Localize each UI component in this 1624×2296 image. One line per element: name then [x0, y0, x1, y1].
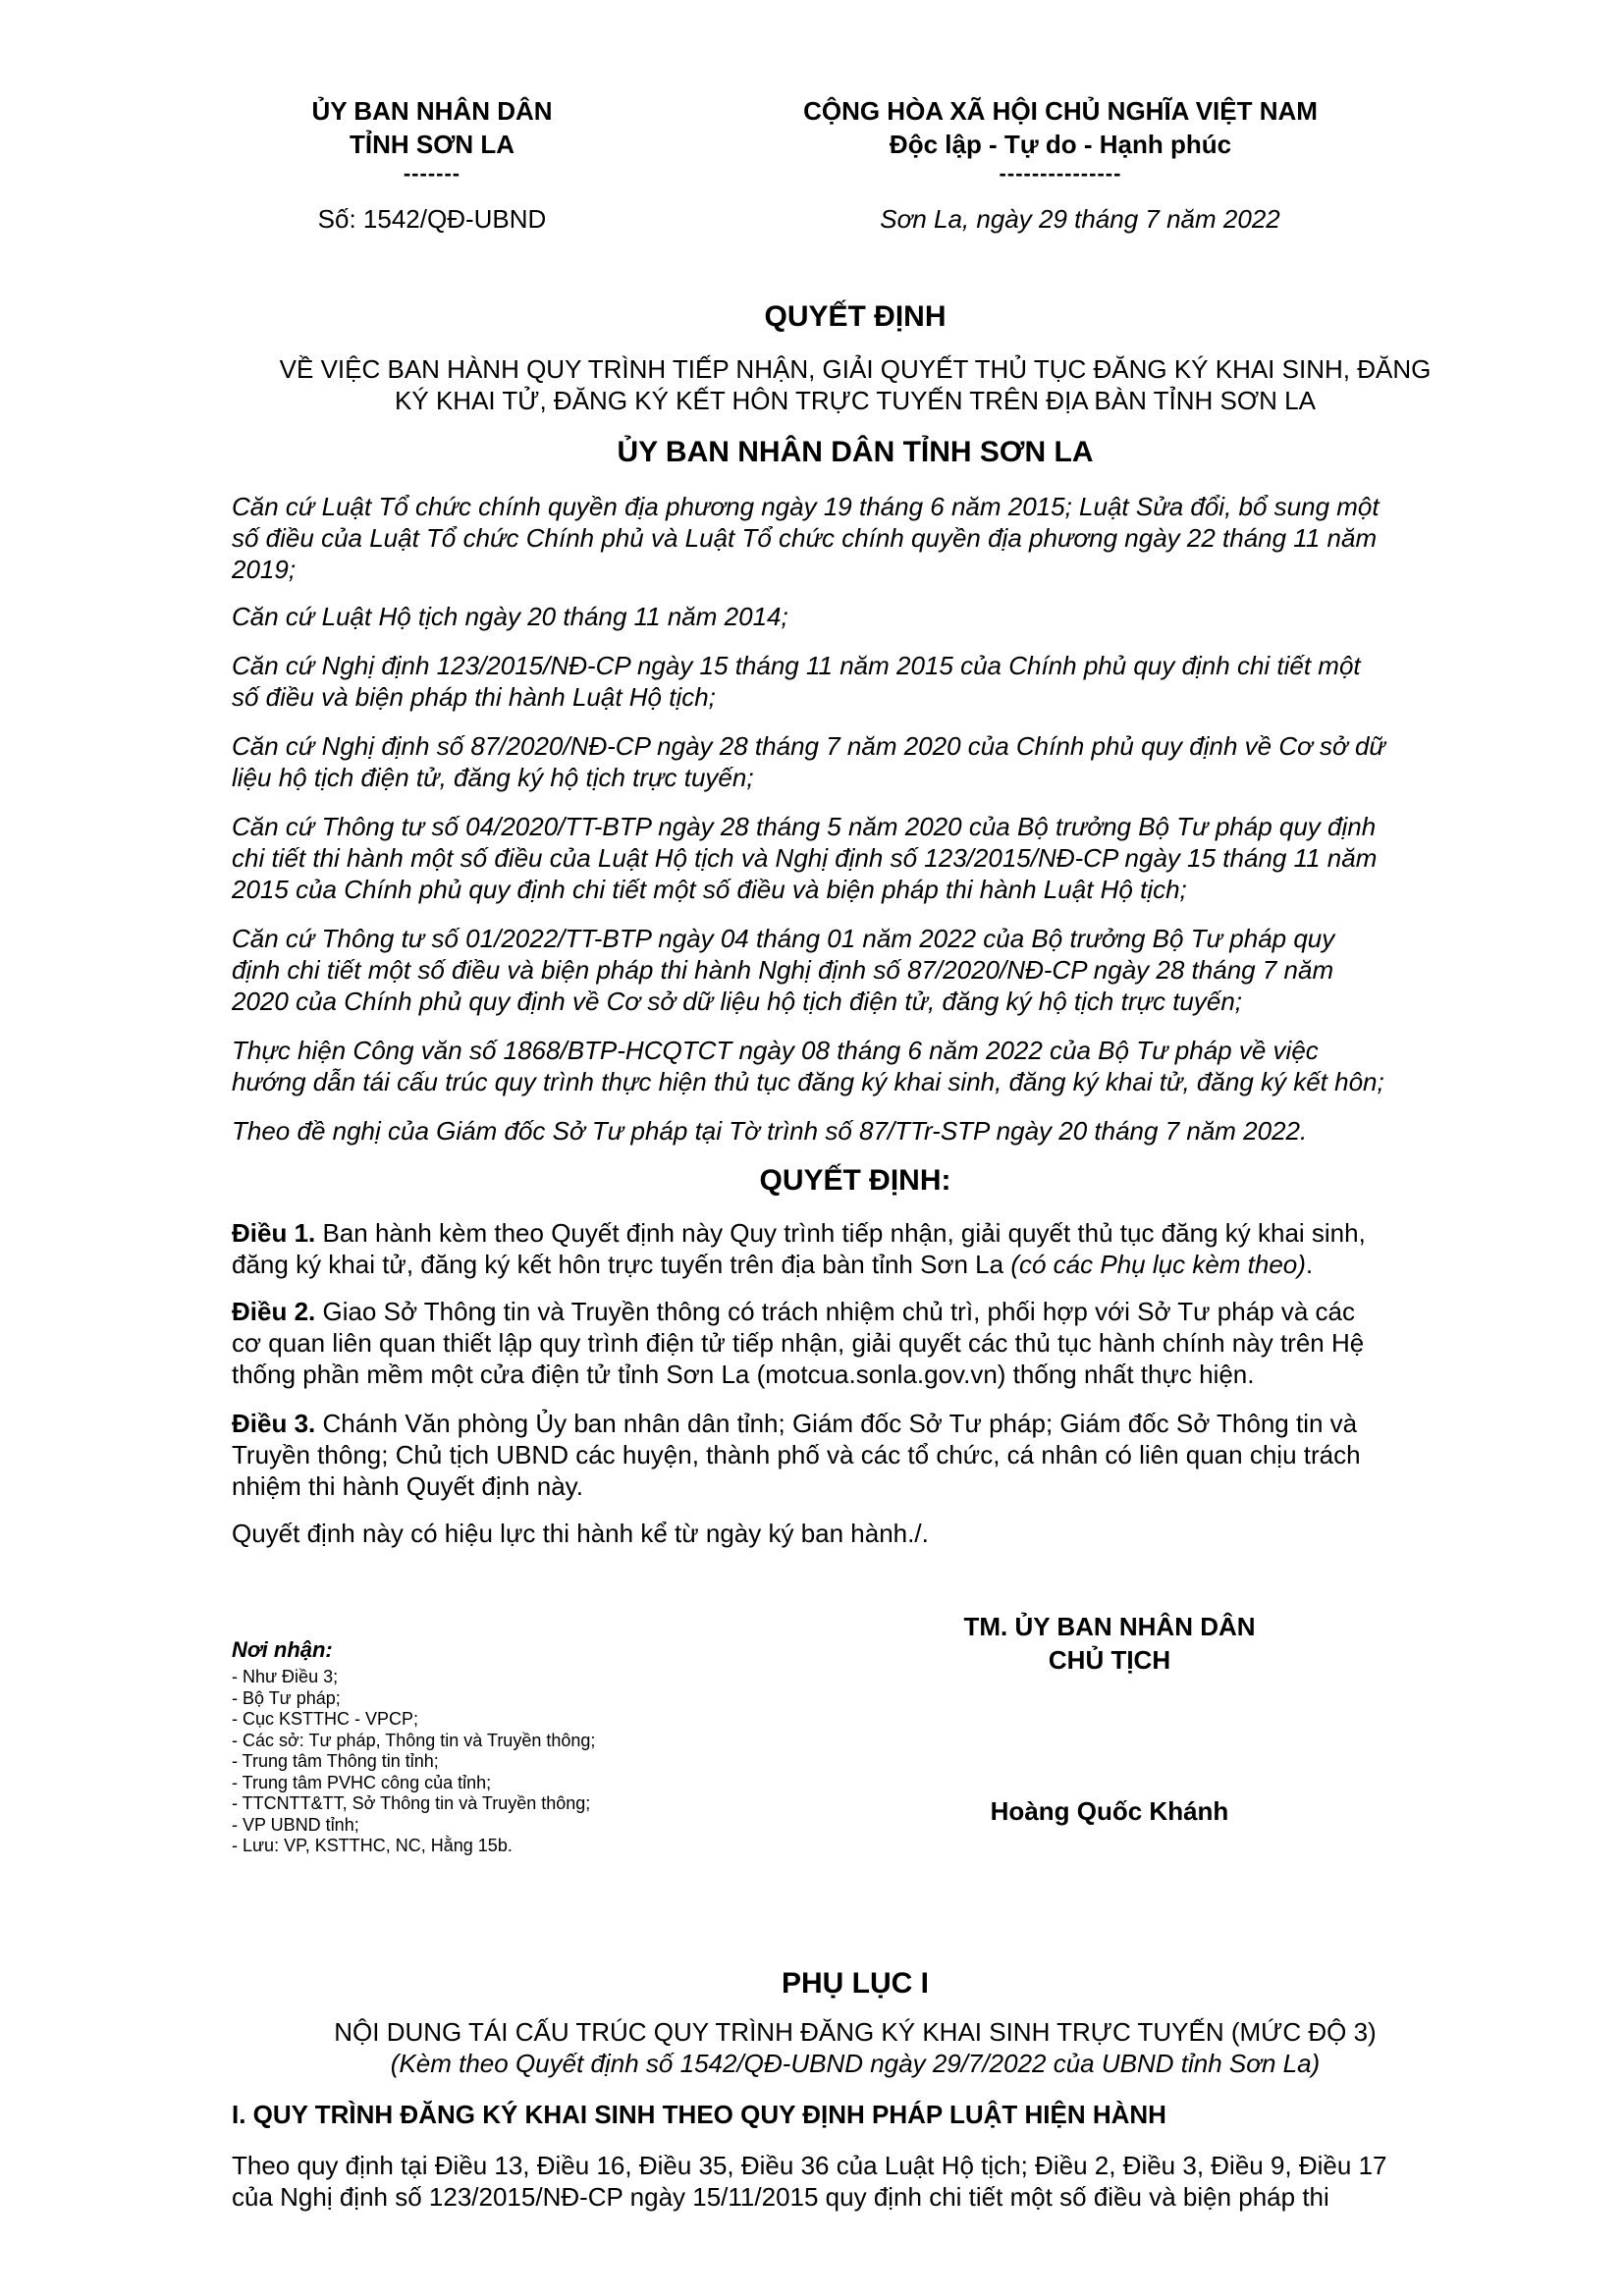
article-1-text-2: đăng ký khai tử, đăng ký kết hôn trực tuyến trên địa bàn tỉnh Sơn La	[232, 1250, 1011, 1279]
appendix-note: (Kèm theo Quyết định số 1542/QĐ-UBND ngày 29/7/2022 của UBND tỉnh Sơn La)	[390, 2049, 1321, 2078]
list-item: - TTCNTT&TT, Sở Thông tin và Truyền thông;	[232, 1793, 591, 1813]
appendix-paragraph	[232, 2150, 1479, 2213]
article-1-label: Điều 1.	[232, 1218, 316, 1248]
national-motto: Độc lập - Tự do - Hạnh phúc	[889, 130, 1232, 159]
signature-title-1: TM. ỦY BAN NHÂN DÂN	[963, 1612, 1256, 1641]
article-2-line-1	[232, 1296, 1479, 1327]
preamble-8	[232, 1115, 1479, 1147]
article-3	[232, 1408, 1479, 1502]
article-3-label: Điều 3.	[232, 1409, 316, 1438]
article-3-text-1: Chánh Văn phòng Ủy ban nhân dân tỉnh; Giám đốc Sở Tư pháp; Giám đốc Sở Thông tin và	[315, 1409, 1358, 1438]
preamble-3-line-2: số điều và biện pháp thi hành Luật Hộ tịch;	[232, 682, 716, 712]
preamble-4-line-1: Căn cứ Nghị định số 87/2020/NĐ-CP ngày 28 tháng 7 năm 2020 của Chính phủ quy định về Cơ sở dữ	[232, 731, 1385, 761]
preamble-2	[232, 601, 1479, 632]
national-motto-block	[746, 94, 1375, 185]
effect-clause: Quyết định này có hiệu lực thi hành kể từ ngày ký ban hành./.	[232, 1519, 929, 1548]
list-item: - Các sở: Tư pháp, Thông tin và Truyền thông;	[232, 1730, 596, 1750]
list-item: - Cục KSTTHC - VPCP;	[232, 1709, 419, 1729]
recipients-title: Nơi nhận:	[232, 1637, 333, 1662]
article-1	[232, 1217, 1479, 1280]
preamble-2-line-1: Căn cứ Luật Hộ tịch ngày 20 tháng 11 năm 2014;	[232, 602, 788, 631]
preamble-5-line-2: chi tiết thi hành một số điều của Luật Hộ tịch và Nghị định số 123/2015/NĐ-CP ngày 15 tháng 11 năm	[232, 843, 1378, 873]
preamble-7	[232, 1035, 1479, 1097]
preamble-5	[232, 811, 1479, 905]
list-item: - Trung tâm PVHC công của tỉnh;	[232, 1772, 492, 1792]
article-2-label: Điều 2.	[232, 1297, 316, 1326]
article-1-end: .	[1305, 1250, 1314, 1279]
preamble-6-line-1: Căn cứ Thông tư số 01/2022/TT-BTP ngày 04 tháng 01 năm 2022 của Bộ trưởng Bộ Tư pháp quy	[232, 924, 1335, 953]
signer-name: Hoàng Quốc Khánh	[990, 1796, 1229, 1826]
article-2-line-2: cơ quan liên quan thiết lập quy trình điện tử tiếp nhận, giải quyết các thủ tục hành chính này trên Hệ	[232, 1328, 1365, 1358]
decision-heading: QUYẾT ĐỊNH:	[759, 1164, 951, 1197]
appendix-section-heading: I. QUY TRÌNH ĐĂNG KÝ KHAI SINH THEO QUY ĐỊNH PHÁP LUẬT HIỆN HÀNH	[232, 2100, 1166, 2129]
preamble-6-line-3: 2020 của Chính phủ quy định về Cơ sở dữ liệu hộ tịch điện tử, đăng ký hộ tịch trực tuyến;	[232, 987, 1243, 1016]
appendix-title: PHỤ LỤC I	[782, 1967, 929, 2000]
national-title: CỘNG HÒA XÃ HỘI CHỦ NGHĨA VIỆT NAM	[803, 96, 1318, 126]
preamble-1-line-3: 2019;	[232, 555, 297, 584]
issuer-line-1: ỦY BAN NHÂN DÂN	[311, 96, 553, 126]
preamble-6-line-2: định chi tiết một số điều và biện pháp thi hành Nghị định số 87/2020/NĐ-CP ngày 28 tháng 7 năm	[232, 955, 1334, 985]
list-item: - Trung tâm Thông tin tỉnh;	[232, 1751, 439, 1771]
appendix-subtitle: NỘI DUNG TÁI CẤU TRÚC QUY TRÌNH ĐĂNG KÝ KHAI SINH TRỰC TUYẾN (MỨC ĐỘ 3)	[334, 2017, 1377, 2047]
recipients-list	[232, 1667, 595, 1857]
document-title: QUYẾT ĐỊNH	[764, 300, 947, 333]
subtitle-line-2: KÝ KHAI TỬ, ĐĂNG KÝ KẾT HÔN TRỰC TUYẾN TRÊN ĐỊA BÀN TỈNH SƠN LA	[395, 386, 1316, 415]
list-item: - Như Điều 3;	[232, 1667, 339, 1686]
preamble-4	[232, 730, 1479, 793]
article-3-line-1	[232, 1408, 1479, 1439]
motto-divider: ---------------	[999, 161, 1122, 186]
list-item: - VP UBND tỉnh;	[232, 1814, 359, 1835]
subtitle-line-1: VỀ VIỆC BAN HÀNH QUY TRÌNH TIẾP NHẬN, GIẢI QUYẾT THỦ TỤC ĐĂNG KÝ KHAI SINH, ĐĂNG	[279, 354, 1432, 384]
preamble-3-line-1: Căn cứ Nghị định 123/2015/NĐ-CP ngày 15 tháng 11 năm 2015 của Chính phủ quy định chi tiết một	[232, 651, 1361, 680]
preamble-5-line-1: Căn cứ Thông tư số 04/2020/TT-BTP ngày 28 tháng 5 năm 2020 của Bộ trưởng Bộ Tư pháp quy định	[232, 812, 1377, 841]
list-item: - Lưu: VP, KSTTHC, NC, Hằng 15b.	[232, 1836, 513, 1855]
list-item: - Bộ Tư pháp;	[232, 1687, 341, 1708]
issuer-line-2: TỈNH SƠN LA	[349, 130, 515, 159]
signature-block	[943, 1610, 1276, 1677]
preamble-7-line-1: Thực hiện Công văn số 1868/BTP-HCQTCT ngày 08 tháng 6 năm 2022 của Bộ Tư pháp về việc	[232, 1036, 1319, 1065]
preamble-1-line-2: số điều của Luật Tổ chức Chính phủ và Luật Tổ chức chính quyền địa phương ngày 22 tháng 11 năm	[232, 523, 1378, 553]
preamble-7-line-2: hướng dẫn tái cấu trúc quy trình thực hiện thủ tục đăng ký khai sinh, đăng ký khai tử, đăng ký kết hôn;	[232, 1067, 1384, 1096]
issuer-block	[295, 94, 569, 185]
article-2	[232, 1296, 1479, 1390]
preamble-8-line-1: Theo đề nghị của Giám đốc Sở Tư pháp tại Tờ trình số 87/TTr-STP ngày 20 tháng 7 năm 2022.	[232, 1116, 1308, 1146]
document-number: Số: 1542/QĐ-UBND	[317, 204, 547, 234]
article-2-line-3: thống phần mềm một cửa điện tử tỉnh Sơn La (motcua.sonla.gov.vn) thống nhất thực hiện.	[232, 1360, 1255, 1389]
preamble-4-line-2: liệu hộ tịch điện tử, đăng ký hộ tịch trực tuyến;	[232, 763, 754, 792]
document-subtitle	[232, 353, 1479, 416]
preamble-3	[232, 650, 1479, 713]
article-1-line-1	[232, 1217, 1479, 1249]
signature-title-2: CHỦ TỊCH	[1048, 1645, 1171, 1675]
article-3-line-3: nhiệm thi hành Quyết định này.	[232, 1471, 583, 1501]
preamble-1	[232, 491, 1479, 585]
article-1-appendix-note: (có các Phụ lục kèm theo)	[1010, 1250, 1306, 1279]
article-1-text-1: Ban hành kèm theo Quyết định này Quy trình tiếp nhận, giải quyết thủ tục đăng ký khai sinh,	[315, 1218, 1366, 1248]
preamble-1-line-1: Căn cứ Luật Tổ chức chính quyền địa phương ngày 19 tháng 6 năm 2015; Luật Sửa đổi, bổ sung một	[232, 492, 1380, 521]
issuing-authority: ỦY BAN NHÂN DÂN TỈNH SƠN LA	[617, 436, 1094, 468]
article-3-line-2: Truyền thông; Chủ tịch UBND các huyện, thành phố và các tổ chức, cá nhân có liên quan chịu trách	[232, 1440, 1361, 1469]
issuer-divider: -------	[403, 161, 461, 186]
appendix-paragraph-line-1: Theo quy định tại Điều 13, Điều 16, Điều 35, Điều 36 của Luật Hộ tịch; Điều 2, Điều 3, Điều 9, Điều 17	[232, 2151, 1387, 2180]
preamble-5-line-3: 2015 của Chính phủ quy định chi tiết một số điều và biện pháp thi hành Luật Hộ tịch;	[232, 875, 1187, 904]
place-date: Sơn La, ngày 29 tháng 7 năm 2022	[880, 204, 1280, 234]
article-2-text-1: Giao Sở Thông tin và Truyền thông có trách nhiệm chủ trì, phối hợp với Sở Tư pháp và các	[315, 1297, 1356, 1326]
appendix-paragraph-line-2: của Nghị định số 123/2015/NĐ-CP ngày 15/11/2015 quy định chi tiết một số điều và biện pháp thi	[232, 2182, 1329, 2212]
article-1-line-2	[232, 1249, 1479, 1280]
preamble-6	[232, 923, 1479, 1017]
